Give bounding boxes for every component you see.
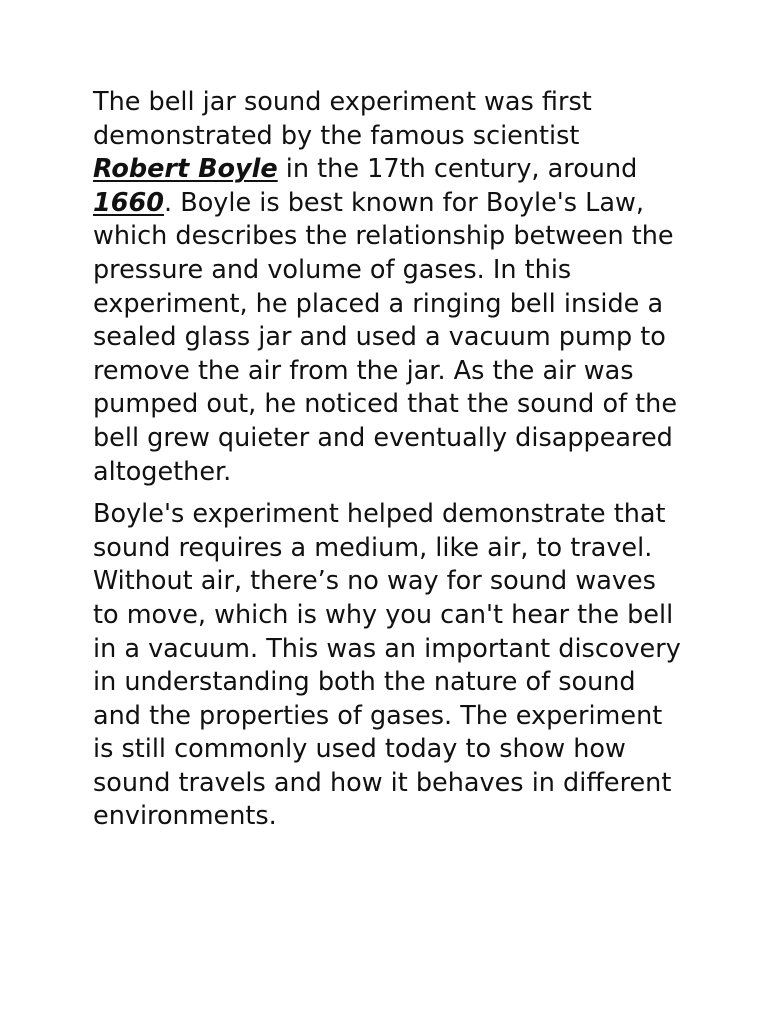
document-body (93, 86, 683, 834)
paragraph-1-century: in the 17th century, around (277, 154, 638, 185)
scientist-name: Robert Boyle (93, 154, 278, 185)
paragraph-1-body: . Boyle is best known for Boyle's Law, which describes the relationship between the pressure and volume of gases. In this experiment, he placed a ringing bell inside a sealed glass jar and used a vacuum pump to remove the air from the jar. As the air was pumped out, he noticed that the sound of the bell grew quieter and eventually disappeared altogether. (93, 187, 678, 487)
paragraph-2: Boyle's experiment helped demonstrate that sound requires a medium, like air, to travel. Without air, there’s no way for sound waves to move, which is why you can't hear the bell in a vacuum. This was an important discovery in understanding both the nature of sound and the properties of gases. The experiment is still commonly used today to show how sound travels and how it behaves in different environments. (93, 499, 681, 832)
paragraph-1-intro: The bell jar sound experiment was first demonstrated by the famous scientist (93, 87, 592, 151)
experiment-year: 1660 (93, 187, 164, 218)
paragraph-1 (93, 86, 683, 489)
